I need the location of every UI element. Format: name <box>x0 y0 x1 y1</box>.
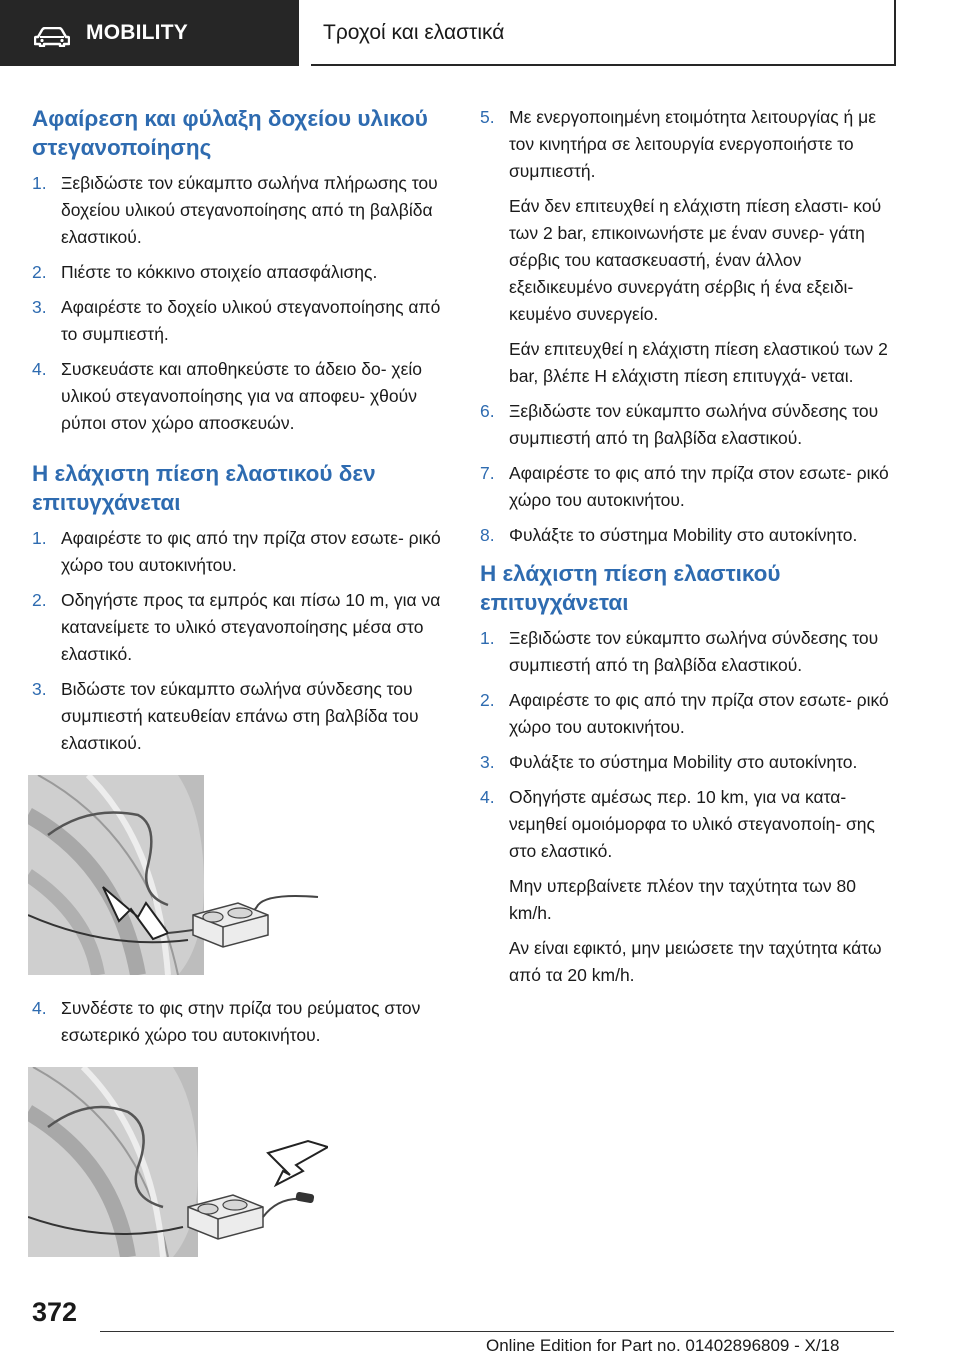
list-item: 1. Αφαιρέστε το φις από την πρίζα στον εσωτε- ρικό χώρο του αυτοκινήτου. <box>32 528 441 575</box>
footer-divider <box>100 1331 894 1332</box>
paragraph: Εάν επιτευχθεί η ελάχιστη πίεση ελαστικού των 2 bar, βλέπε Η ελάχιστη πίεση επιτυγχά- νεται. <box>509 339 888 386</box>
list-item: 3. Φυλάξτε το σύστημα Mobility στο αυτοκίνητο. <box>480 752 858 772</box>
page-number: 372 <box>32 1297 78 1327</box>
list-item: 7. Αφαιρέστε το φις από την πρίζα στον εσωτε- ρικό χώρο του αυτοκινήτου. <box>480 463 889 510</box>
list-item: 6. Ξεβιδώστε τον εύκαμπτο σωλήνα σύνδεσης του συμπιεστή από τη βαλβίδα ελαστικού. <box>480 401 879 448</box>
list-item: 4. Συνδέστε το φις στην πρίζα του ρεύματος στον εσωτερικό χώρο του αυτοκινήτου. <box>32 998 421 1045</box>
list-item: 5. Με ενεργοποιημένη ετοιμότητα λειτουργίας ή με τον κινητήρα σε λειτουργία ενεργοποιήστε το συμπιεστή. <box>480 107 877 181</box>
list-item: 4. Συσκευάστε και αποθηκεύστε το άδειο δο- χείο υλικού στεγανοποίησης για να αποφευ- χθούν ρύποι στον χώρο αποσκευών. <box>32 359 423 433</box>
page-header <box>0 0 960 66</box>
list-item: 3. Βιδώστε τον εύκαμπτο σωλήνα σύνδεσης του συμπιεστή κατευθείαν επάνω στη βαλβίδα του ελαστικού. <box>32 679 419 753</box>
illustration-plug-to-socket <box>28 1067 328 1257</box>
paragraph: Αν είναι εφικτό, μην μειώσετε την ταχύτητα κάτω από τα 20 km/h. <box>509 938 882 985</box>
paragraph: Εάν δεν επιτευχθεί η ελάχιστη πίεση ελαστι- κού των 2 bar, επικοινωνήστε με έναν συνερ- γάτη σέρβις του κατασκευαστή, έναν άλλον εξειδικευμένο συνεργάτη σέρβις ή ένα εξειδι- κευμένο συνεργείο. <box>509 196 882 324</box>
list-item: 4. Οδηγήστε αμέσως περ. 10 km, για να κατα- νεμηθεί ομοιόμορφα το υλικό στεγανοποίη- σης στο ελαστικό. <box>480 787 875 861</box>
list-item: 8. Φυλάξτε το σύστημα Mobility στο αυτοκίνητο. <box>480 525 858 545</box>
list-item: 2. Πιέστε το κόκκινο στοιχείο απασφάλισης. <box>32 262 378 282</box>
heading-remove-sealant: Αφαίρεση και φύλαξη δοχείου υλικού στεγανοποίησης <box>32 106 428 160</box>
left-column <box>32 104 444 1277</box>
list-item: 2. Οδηγήστε προς τα εμπρός και πίσω 10 m, για να κατανείμετε το υλικό στεγανοποίησης μέσα στο ελαστικό. <box>32 590 441 664</box>
list-item: 3. Αφαιρέστε το δοχείο υλικού στεγανοποίησης από το συμπιεστή. <box>32 297 441 344</box>
paragraph: Μην υπερβαίνετε πλέον την ταχύτητα των 80 km/h. <box>509 876 856 923</box>
section-tab <box>0 0 299 66</box>
heading-pressure-not-reached: Η ελάχιστη πίεση ελαστικού δεν επιτυγχάνεται <box>32 461 376 515</box>
list-item: 1. Ξεβιδώστε τον εύκαμπτο σωλήνα πλήρωσης του δοχείου υλικού στεγανοποίησης από τη βαλβίδα ελαστικού. <box>32 173 438 247</box>
heading-pressure-reached: Η ελάχιστη πίεση ελαστικού επιτυγχάνεται <box>480 561 781 615</box>
right-column <box>480 104 900 997</box>
chapter-tab <box>311 0 896 66</box>
car-icon <box>34 27 70 52</box>
section-label: MOBILITY <box>86 21 188 44</box>
footer-edition: Online Edition for Part no. 01402896809 - X/18 <box>486 1336 840 1355</box>
illustration-hose-to-valve <box>28 775 328 975</box>
list-item: 2. Αφαιρέστε το φις από την πρίζα στον εσωτε- ρικό χώρο του αυτοκινήτου. <box>480 690 889 737</box>
list-item: 1. Ξεβιδώστε τον εύκαμπτο σωλήνα σύνδεσης του συμπιεστή από τη βαλβίδα ελαστικού. <box>480 628 879 675</box>
chapter-title: Τροχοί και ελαστικά <box>323 21 505 44</box>
